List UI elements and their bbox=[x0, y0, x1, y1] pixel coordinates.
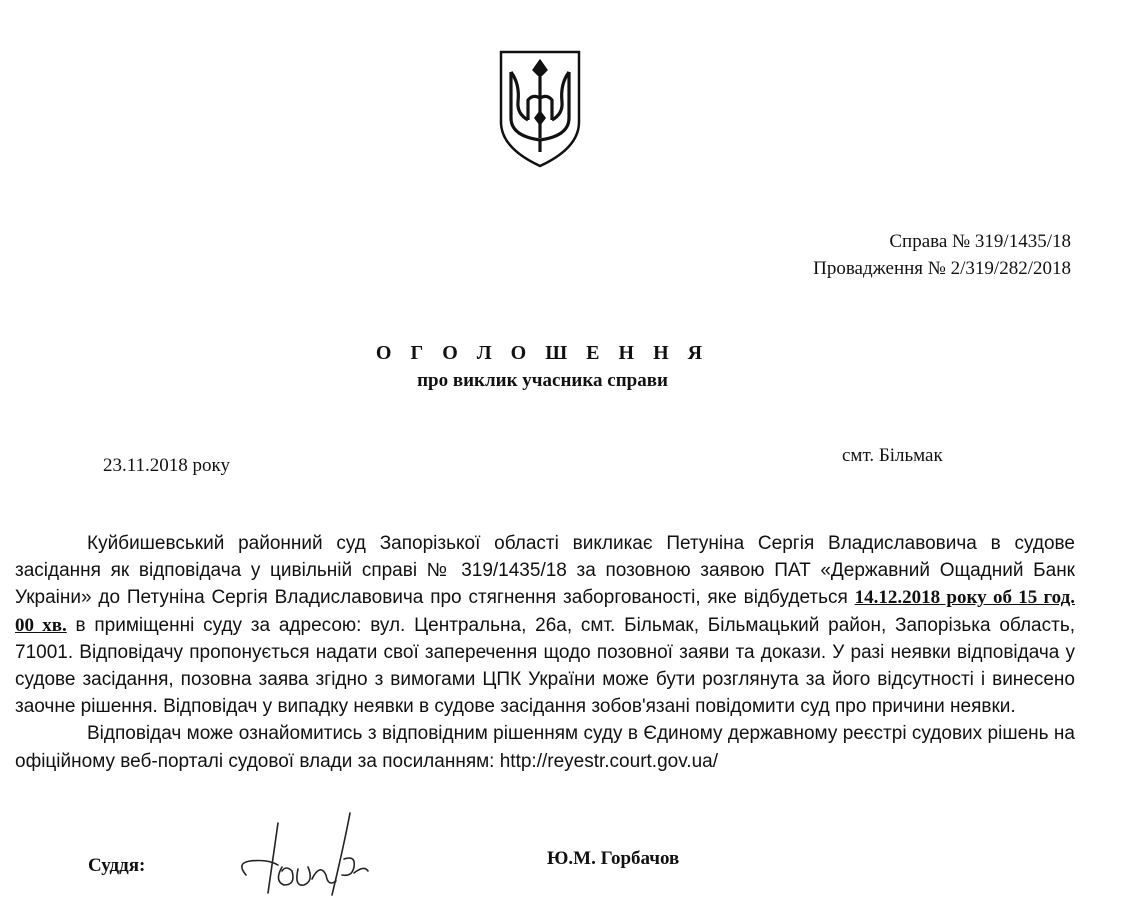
document-date: 23.11.2018 року bbox=[103, 455, 231, 476]
notice-paragraph-2: Відповідач може ознайомитись з відповідним рішенням суду в Єдиному державному реєстрі судових рішень на офіційному веб-порталі судової влади за посиланням: http://reyestr.court.gov.ua/ bbox=[15, 723, 1075, 772]
proceeding-number: Провадження № 2/319/282/2018 bbox=[813, 258, 1071, 279]
document-title: О Г О Л О Ш Е Н Н Я bbox=[375, 342, 710, 364]
judge-name: Ю.М. Горбачов bbox=[547, 848, 680, 869]
document-subtitle: про виклик учасника справи bbox=[417, 370, 668, 391]
notice-paragraph-1 bbox=[15, 530, 1075, 720]
ukraine-trident-emblem-icon bbox=[498, 50, 582, 168]
paragraph-1-after: в приміщенні суду за адресою: вул. Центральна, 26а, смт. Більмак, Більмацький район, Запорізька область, 71001. Відповідачу пропонується надати свої заперечення щодо позовної заяви та докази. У разі неявки відповідача у судове засідання, позовна заява згідно з вимогами ЦПК України може бути розглянута за його відсутності і винесено заочне рішення. Відповідач у випадку неявки в судове засідання зобов'язані повідомити суд про причини неявки. bbox=[15, 614, 1075, 718]
judge-signature bbox=[228, 805, 378, 900]
hearing-datetime: 14.12.2018 року об 15 год. 00 хв. bbox=[15, 587, 1075, 636]
paragraph-1-before: Куйбишевський районний суд Запорізької області викликає Петуніна Сергія Владиславовича в судове засідання як відповідача у цивільній справі № 319/1435/18 за позовною заявою ПАТ «Державний Ощадний Банк Украіни» до Петуніна Сергія Владиславовича про стягнення заборгованості, яке відбудеться bbox=[15, 533, 1075, 609]
document-place: смт. Більмак bbox=[842, 445, 943, 466]
judge-label: Суддя: bbox=[88, 855, 146, 876]
case-number: Справа № 319/1435/18 bbox=[889, 231, 1071, 252]
notice-body bbox=[15, 530, 1075, 775]
